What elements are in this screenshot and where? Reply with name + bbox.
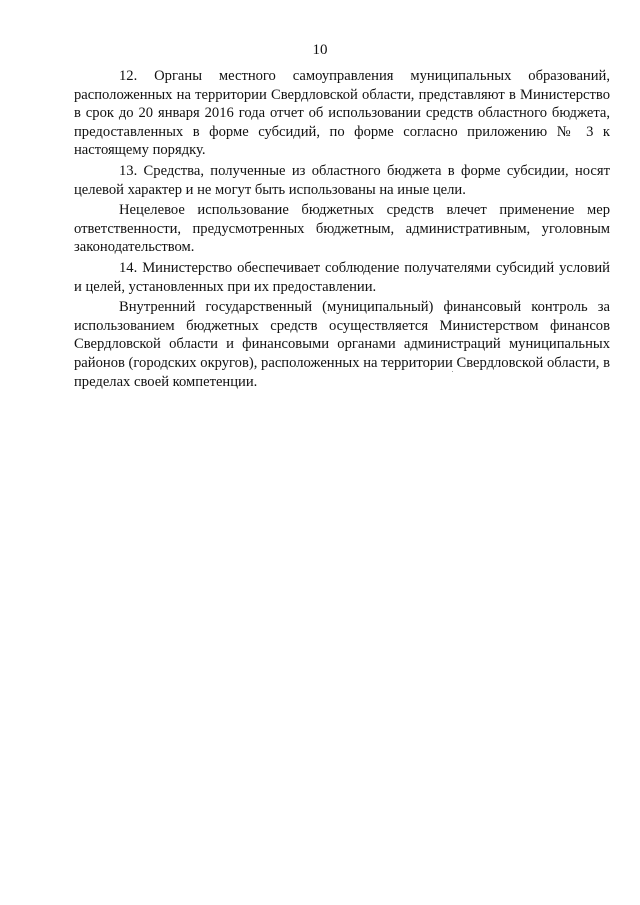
paragraph-13-targeted-funds: 13. Средства, полученные из областного бюджета в форме субсидии, носят целевой характер и не могут быть использованы на иные цели. <box>74 162 610 198</box>
paragraph-12-reporting: 12. Органы местного самоуправления муниципальных образований, расположенных на территории Свердловской области, представляют в Министерство в срок до 20 января 2016 года отчет об использовании средств областного бюджета, предоставленных в форме субсидий, по форме согласно приложению № 3 к настоящему порядку. <box>74 68 610 159</box>
paragraph-14-compliance: 14. Министерство обеспечивает соблюдение получателями субсидий условий и целей, установленных при их предоставлении. <box>74 259 610 295</box>
paragraph-financial-control: Внутренний государственный (муниципальный) финансовый контроль за использованием бюджетных средств осуществляется Министерством финансов Свердловской области и финансовыми органами администраций муниципальных районов (городских округов), расположенных на территории Свердловской области, в пределах своей компетенции. <box>74 299 610 390</box>
paragraph-misuse-liability: Нецелевое использование бюджетных средств влечет применение мер ответственности, предусмотренных бюджетным, административным, уголовным законодательством. <box>74 202 610 256</box>
scan-speck <box>452 371 453 372</box>
document-body <box>74 67 610 393</box>
page-number: 10 <box>312 42 328 58</box>
